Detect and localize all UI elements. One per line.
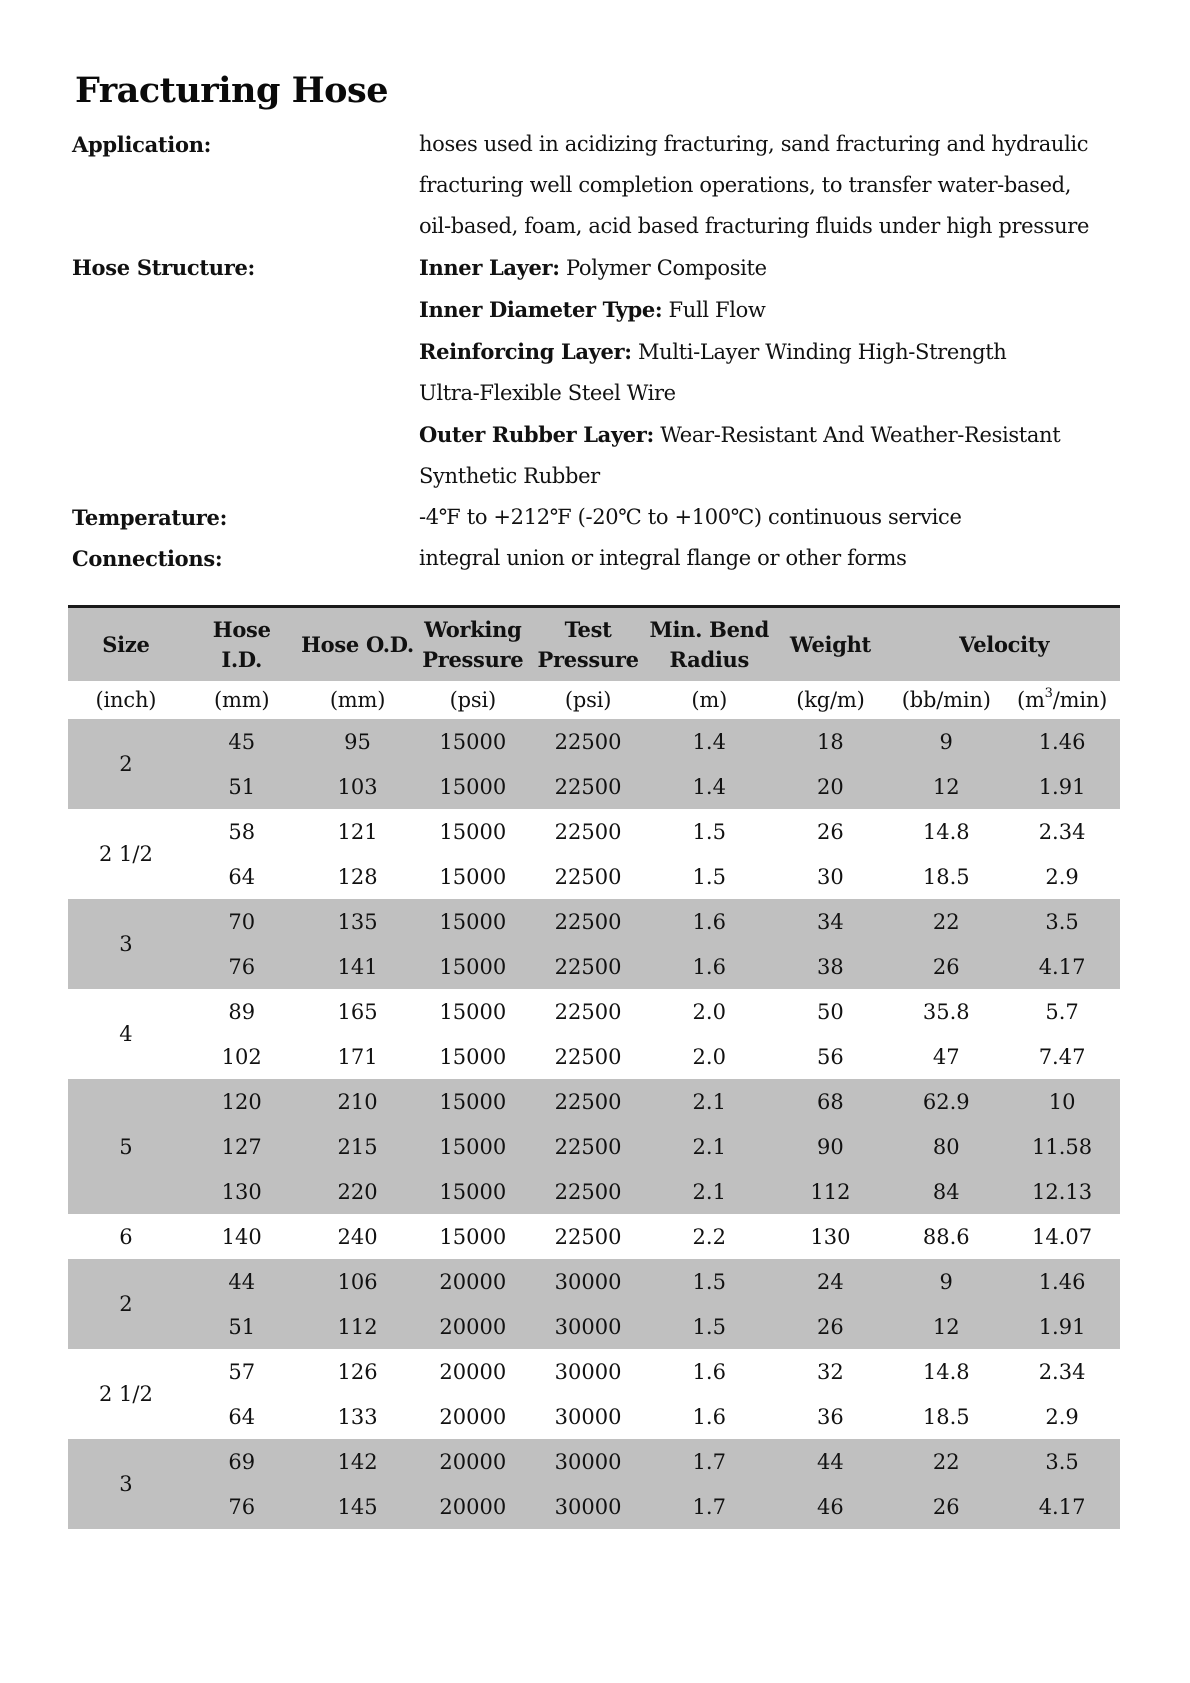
cell-working-pressure: 15000 [415, 854, 530, 899]
col-header-id [184, 608, 300, 681]
unit-bend: (m) [646, 681, 773, 719]
table-row [68, 989, 1120, 1034]
table-row [68, 719, 1120, 764]
cell-size: 3 [68, 899, 184, 989]
cell-bend-radius: 2.1 [646, 1169, 773, 1214]
cell-weight: 36 [773, 1394, 889, 1439]
cell-id: 51 [184, 764, 300, 809]
cell-bend-radius: 1.7 [646, 1484, 773, 1529]
col-header-od: Hose O.D. [300, 608, 416, 681]
cell-velocity-m3: 1.91 [1004, 1304, 1120, 1349]
table-row [68, 1034, 1120, 1079]
unit-od: (mm) [300, 681, 416, 719]
col-header-wp-line1: Working [424, 616, 522, 642]
cell-velocity-m3: 5.7 [1004, 989, 1120, 1034]
cell-od: 210 [300, 1079, 416, 1124]
page-title: Fracturing Hose [75, 70, 389, 111]
cell-velocity-m3: 3.5 [1004, 899, 1120, 944]
cell-velocity-bb: 26 [888, 944, 1004, 989]
cell-size: 6 [68, 1214, 184, 1259]
cell-test-pressure: 22500 [530, 1034, 646, 1079]
cell-bend-radius: 1.6 [646, 1394, 773, 1439]
cell-size: 2 1/2 [68, 809, 184, 899]
unit-m3-sup: 3 [1044, 686, 1053, 701]
cell-weight: 18 [773, 719, 889, 764]
cell-weight: 32 [773, 1349, 889, 1394]
cell-working-pressure: 15000 [415, 809, 530, 854]
cell-id: 140 [184, 1214, 300, 1259]
cell-od: 126 [300, 1349, 416, 1394]
inner-layer [419, 247, 1112, 289]
unit-tp: (psi) [530, 681, 646, 719]
cell-od: 215 [300, 1124, 416, 1169]
cell-test-pressure: 22500 [530, 719, 646, 764]
cell-working-pressure: 15000 [415, 899, 530, 944]
unit-weight: (kg/m) [773, 681, 889, 719]
cell-od: 165 [300, 989, 416, 1034]
unit-velocity-bb: (bb/min) [888, 681, 1004, 719]
unit-wp: (psi) [415, 681, 530, 719]
cell-id: 64 [184, 854, 300, 899]
cell-od: 106 [300, 1259, 416, 1304]
cell-velocity-bb: 22 [888, 899, 1004, 944]
cell-velocity-m3: 2.34 [1004, 809, 1120, 854]
id-type-label: Inner Diameter Type: [419, 297, 663, 322]
cell-working-pressure: 20000 [415, 1259, 530, 1304]
cell-test-pressure: 30000 [530, 1439, 646, 1484]
cell-bend-radius: 1.5 [646, 1304, 773, 1349]
table-row [68, 1259, 1120, 1304]
unit-velocity-m3 [1004, 681, 1120, 719]
spec-label-structure: Hose Structure: [72, 255, 255, 280]
table-row [68, 1349, 1120, 1394]
cell-id: 102 [184, 1034, 300, 1079]
cell-weight: 20 [773, 764, 889, 809]
cell-velocity-m3: 2.34 [1004, 1349, 1120, 1394]
cell-bend-radius: 2.2 [646, 1214, 773, 1259]
spec-label-connections: Connections: [72, 546, 223, 571]
outer-cont: Synthetic Rubber [419, 464, 600, 488]
col-header-weight: Weight [773, 608, 889, 681]
cell-velocity-bb: 22 [888, 1439, 1004, 1484]
cell-id: 130 [184, 1169, 300, 1214]
cell-velocity-m3: 3.5 [1004, 1439, 1120, 1484]
cell-working-pressure: 20000 [415, 1439, 530, 1484]
id-type [419, 289, 1112, 331]
cell-working-pressure: 15000 [415, 944, 530, 989]
cell-test-pressure: 22500 [530, 1169, 646, 1214]
col-header-wp-line2: Pressure [422, 646, 524, 672]
cell-test-pressure: 30000 [530, 1259, 646, 1304]
cell-weight: 90 [773, 1124, 889, 1169]
outer-value: Wear-Resistant And Weather-Resistant [653, 423, 1061, 447]
cell-weight: 68 [773, 1079, 889, 1124]
cell-velocity-bb: 18.5 [888, 854, 1004, 899]
application-line-1: hoses used in acidizing fracturing, sand fracturing and hydraulic [419, 132, 1089, 156]
outer-layer [419, 414, 1112, 456]
cell-velocity-m3: 2.9 [1004, 1394, 1120, 1439]
cell-working-pressure: 15000 [415, 1169, 530, 1214]
cell-id: 120 [184, 1079, 300, 1124]
cell-velocity-m3: 4.17 [1004, 944, 1120, 989]
cell-size: 4 [68, 989, 184, 1079]
cell-bend-radius: 1.5 [646, 1259, 773, 1304]
col-header-tp-line1: Test [564, 616, 612, 642]
cell-test-pressure: 22500 [530, 1124, 646, 1169]
cell-weight: 24 [773, 1259, 889, 1304]
cell-weight: 26 [773, 1304, 889, 1349]
cell-id: 51 [184, 1304, 300, 1349]
cell-test-pressure: 30000 [530, 1484, 646, 1529]
cell-test-pressure: 30000 [530, 1394, 646, 1439]
cell-bend-radius: 1.6 [646, 944, 773, 989]
cell-bend-radius: 2.0 [646, 989, 773, 1034]
cell-bend-radius: 2.1 [646, 1079, 773, 1124]
cell-id: 45 [184, 719, 300, 764]
cell-od: 141 [300, 944, 416, 989]
table-row [68, 1214, 1120, 1259]
reinforcing-value: Multi-Layer Winding High-Strength [631, 340, 1007, 364]
table-row [68, 1304, 1120, 1349]
unit-size: (inch) [68, 681, 184, 719]
cell-od: 240 [300, 1214, 416, 1259]
cell-id: 89 [184, 989, 300, 1034]
cell-working-pressure: 15000 [415, 989, 530, 1034]
cell-size: 3 [68, 1439, 184, 1529]
col-header-id-line1: Hose [212, 616, 271, 642]
cell-size: 2 [68, 1259, 184, 1349]
cell-working-pressure: 20000 [415, 1349, 530, 1394]
col-header-bend-line2: Radius [669, 646, 749, 672]
reinforcing-cont: Ultra-Flexible Steel Wire [419, 381, 676, 405]
cell-test-pressure: 22500 [530, 809, 646, 854]
table-header-row [68, 608, 1120, 681]
cell-id: 76 [184, 1484, 300, 1529]
cell-velocity-bb: 26 [888, 1484, 1004, 1529]
col-header-test-pressure [530, 608, 646, 681]
spec-label-application: Application: [72, 132, 212, 157]
col-header-bend-radius [646, 608, 773, 681]
cell-bend-radius: 2.0 [646, 1034, 773, 1079]
cell-id: 69 [184, 1439, 300, 1484]
cell-weight: 30 [773, 854, 889, 899]
inner-layer-value: Polymer Composite [559, 256, 767, 280]
cell-od: 142 [300, 1439, 416, 1484]
reinforcing-label: Reinforcing Layer: [419, 339, 632, 364]
spec-structure [72, 247, 1112, 497]
cell-velocity-bb: 47 [888, 1034, 1004, 1079]
cell-velocity-m3: 2.9 [1004, 854, 1120, 899]
cell-weight: 50 [773, 989, 889, 1034]
outer-label: Outer Rubber Layer: [419, 422, 654, 447]
table-row [68, 764, 1120, 809]
table-row [68, 1439, 1120, 1484]
col-header-size: Size [68, 608, 184, 681]
col-header-bend-line1: Min. Bend [649, 616, 769, 642]
cell-weight: 26 [773, 809, 889, 854]
cell-velocity-bb: 12 [888, 764, 1004, 809]
cell-working-pressure: 20000 [415, 1304, 530, 1349]
cell-test-pressure: 30000 [530, 1349, 646, 1394]
cell-od: 103 [300, 764, 416, 809]
cell-weight: 34 [773, 899, 889, 944]
cell-velocity-bb: 88.6 [888, 1214, 1004, 1259]
cell-od: 121 [300, 809, 416, 854]
cell-test-pressure: 22500 [530, 1214, 646, 1259]
cell-working-pressure: 15000 [415, 1034, 530, 1079]
cell-weight: 38 [773, 944, 889, 989]
col-header-id-line2: I.D. [221, 646, 263, 672]
spec-connections [72, 538, 1112, 579]
cell-od: 220 [300, 1169, 416, 1214]
cell-working-pressure: 15000 [415, 1214, 530, 1259]
cell-bend-radius: 1.4 [646, 719, 773, 764]
cell-test-pressure: 22500 [530, 1079, 646, 1124]
table-row [68, 809, 1120, 854]
cell-od: 135 [300, 899, 416, 944]
cell-test-pressure: 22500 [530, 764, 646, 809]
cell-test-pressure: 22500 [530, 854, 646, 899]
cell-bend-radius: 1.6 [646, 899, 773, 944]
cell-bend-radius: 2.1 [646, 1124, 773, 1169]
cell-weight: 56 [773, 1034, 889, 1079]
cell-bend-radius: 1.6 [646, 1349, 773, 1394]
cell-working-pressure: 15000 [415, 1079, 530, 1124]
spec-value-connections: integral union or integral flange or other forms [419, 546, 907, 570]
cell-weight: 44 [773, 1439, 889, 1484]
cell-velocity-bb: 9 [888, 1259, 1004, 1304]
spec-list [72, 124, 1112, 579]
cell-size: 2 [68, 719, 184, 809]
cell-test-pressure: 22500 [530, 944, 646, 989]
cell-working-pressure: 15000 [415, 719, 530, 764]
cell-velocity-bb: 14.8 [888, 1349, 1004, 1394]
cell-velocity-bb: 80 [888, 1124, 1004, 1169]
table-row [68, 1394, 1120, 1439]
spec-table [68, 608, 1120, 1529]
inner-layer-label: Inner Layer: [419, 255, 560, 280]
cell-weight: 46 [773, 1484, 889, 1529]
cell-id: 70 [184, 899, 300, 944]
cell-velocity-m3: 1.46 [1004, 1259, 1120, 1304]
cell-id: 64 [184, 1394, 300, 1439]
spec-temperature [72, 497, 1112, 538]
spec-application [72, 124, 1112, 247]
spec-table-wrap [68, 605, 1120, 1529]
cell-weight: 130 [773, 1214, 889, 1259]
col-header-velocity: Velocity [888, 608, 1120, 681]
table-body [68, 719, 1120, 1529]
cell-working-pressure: 20000 [415, 1394, 530, 1439]
table-row [68, 1079, 1120, 1124]
table-row [68, 1169, 1120, 1214]
cell-velocity-m3: 7.47 [1004, 1034, 1120, 1079]
cell-id: 58 [184, 809, 300, 854]
spec-value-structure [419, 247, 1112, 497]
cell-od: 145 [300, 1484, 416, 1529]
cell-working-pressure: 15000 [415, 764, 530, 809]
cell-velocity-m3: 1.46 [1004, 719, 1120, 764]
cell-test-pressure: 30000 [530, 1304, 646, 1349]
cell-weight: 112 [773, 1169, 889, 1214]
cell-id: 44 [184, 1259, 300, 1304]
unit-id: (mm) [184, 681, 300, 719]
reinforcing-layer [419, 331, 1112, 373]
cell-size: 5 [68, 1079, 184, 1214]
cell-od: 112 [300, 1304, 416, 1349]
cell-velocity-m3: 11.58 [1004, 1124, 1120, 1169]
cell-velocity-m3: 14.07 [1004, 1214, 1120, 1259]
cell-velocity-m3: 1.91 [1004, 764, 1120, 809]
cell-id: 57 [184, 1349, 300, 1394]
table-row [68, 1484, 1120, 1529]
cell-velocity-m3: 10 [1004, 1079, 1120, 1124]
cell-bend-radius: 1.4 [646, 764, 773, 809]
cell-bend-radius: 1.5 [646, 854, 773, 899]
cell-velocity-bb: 9 [888, 719, 1004, 764]
cell-size: 2 1/2 [68, 1349, 184, 1439]
col-header-working-pressure [415, 608, 530, 681]
application-line-2: fracturing well completion operations, to transfer water-based, [419, 173, 1072, 197]
id-type-value: Full Flow [662, 298, 766, 322]
table-row [68, 899, 1120, 944]
cell-working-pressure: 15000 [415, 1124, 530, 1169]
cell-velocity-bb: 14.8 [888, 809, 1004, 854]
cell-od: 133 [300, 1394, 416, 1439]
spec-value-application [419, 124, 1112, 247]
cell-test-pressure: 22500 [530, 989, 646, 1034]
cell-id: 76 [184, 944, 300, 989]
table-row [68, 1124, 1120, 1169]
cell-test-pressure: 22500 [530, 899, 646, 944]
cell-od: 95 [300, 719, 416, 764]
cell-od: 171 [300, 1034, 416, 1079]
cell-working-pressure: 20000 [415, 1484, 530, 1529]
spec-value-temperature: -4℉ to +212℉ (-20℃ to +100℃) continuous service [419, 505, 962, 529]
table-units-row [68, 681, 1120, 719]
unit-m3-pre: (m [1016, 688, 1045, 712]
application-line-3: oil-based, foam, acid based fracturing fluids under high pressure [419, 214, 1090, 238]
cell-velocity-bb: 18.5 [888, 1394, 1004, 1439]
cell-velocity-bb: 62.9 [888, 1079, 1004, 1124]
cell-id: 127 [184, 1124, 300, 1169]
cell-od: 128 [300, 854, 416, 899]
cell-velocity-m3: 12.13 [1004, 1169, 1120, 1214]
spec-label-temperature: Temperature: [72, 505, 228, 530]
cell-bend-radius: 1.5 [646, 809, 773, 854]
cell-bend-radius: 1.7 [646, 1439, 773, 1484]
table-row [68, 854, 1120, 899]
unit-m3-post: /min) [1052, 688, 1108, 712]
cell-velocity-bb: 35.8 [888, 989, 1004, 1034]
col-header-tp-line2: Pressure [537, 646, 639, 672]
cell-velocity-bb: 84 [888, 1169, 1004, 1214]
table-row [68, 944, 1120, 989]
cell-velocity-bb: 12 [888, 1304, 1004, 1349]
cell-velocity-m3: 4.17 [1004, 1484, 1120, 1529]
